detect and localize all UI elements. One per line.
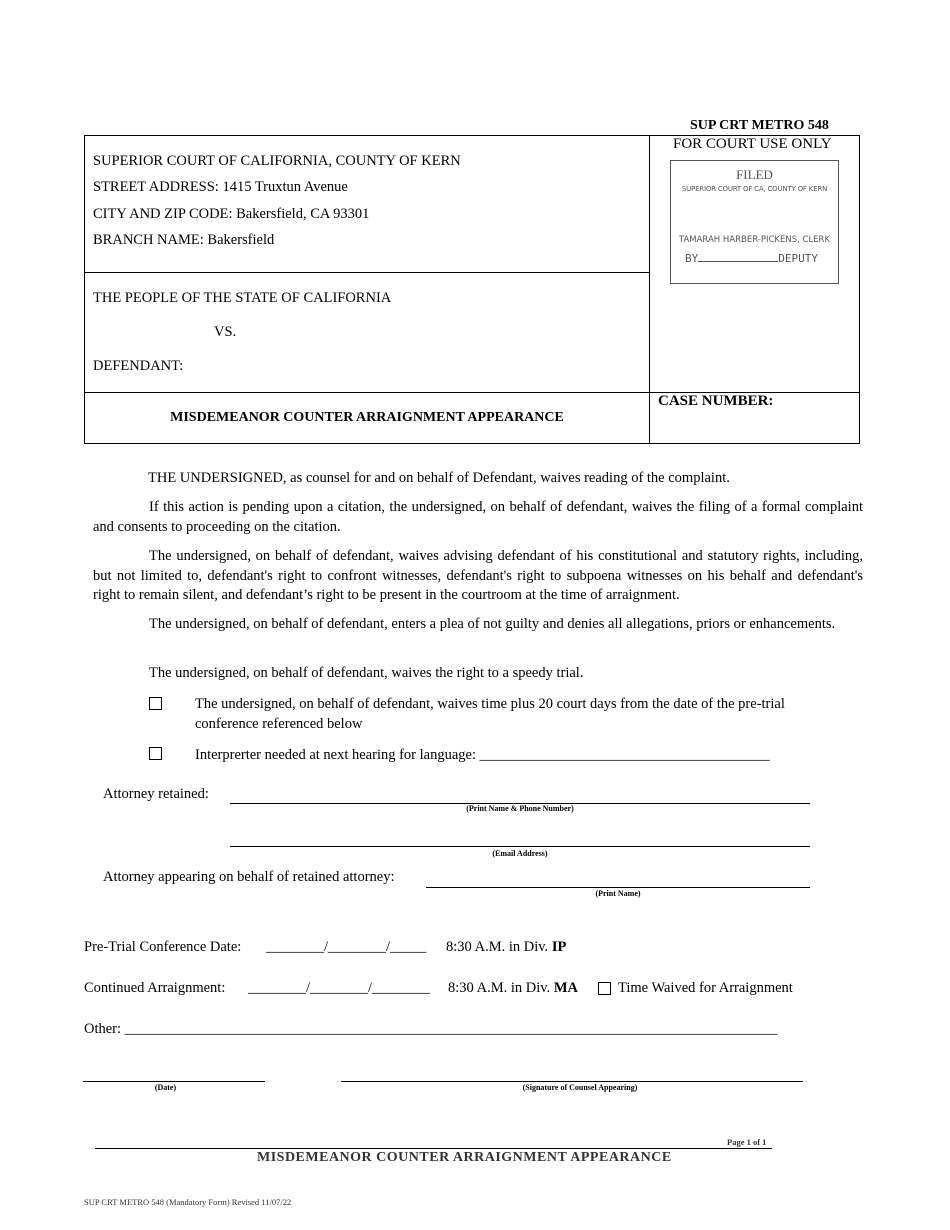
pretrial-date-blank[interactable]: ________/________/_____: [266, 939, 427, 955]
email-line[interactable]: [230, 846, 810, 847]
attorney-appearing-label: Attorney appearing on behalf of retained attorney:: [103, 869, 395, 885]
date-caption: (Date): [154, 1083, 177, 1092]
other-field[interactable]: Other: __________________________________________________________________________________________: [84, 1021, 778, 1037]
vs-label: VS.: [214, 324, 237, 340]
pretrial-label: Pre-Trial Conference Date:: [84, 939, 242, 955]
caption-divider: [649, 135, 650, 444]
waive-time-checkbox[interactable]: [149, 697, 162, 710]
stamp-court: SUPERIOR COURT OF CA, COUNTY OF KERN: [681, 185, 828, 193]
attorney-appearing-line[interactable]: [426, 887, 810, 888]
paragraph-citation-text: If this action is pending upon a citation, the undersigned, on behalf of defendant, waives the filing of a formal complaint and consents to proceeding on the citation.: [93, 499, 863, 535]
print-name-caption: (Print Name): [595, 889, 641, 898]
continued-date-blank[interactable]: ________/________/________: [248, 980, 431, 996]
continued-time-text: 8:30 A.M. in Div.: [448, 980, 551, 996]
court-use-label: FOR COURT USE ONLY: [673, 136, 832, 152]
paragraph-rights: [93, 547, 863, 606]
continued-label: Continued Arraignment:: [84, 980, 226, 996]
case-number-label: CASE NUMBER:: [658, 393, 774, 409]
waive-time-label: The undersigned, on behalf of defendant, waives time plus 20 court days from the date of the pre-trial conference referenced below: [195, 696, 785, 732]
defendant-label: DEFENDANT:: [93, 358, 184, 374]
attorney-retained-label: Attorney retained:: [103, 786, 209, 802]
stamp-by: [685, 252, 818, 265]
time-waived-checkbox[interactable]: [598, 982, 611, 995]
interpreter-checkbox[interactable]: [149, 747, 162, 760]
time-waived-label: Time Waived for Arraignment: [618, 980, 793, 996]
court-branch: BRANCH NAME: Bakersfield: [93, 232, 275, 248]
pretrial-div: IP: [551, 939, 567, 955]
email-caption: (Email Address): [492, 849, 548, 858]
paragraph-rights-text: The undersigned, on behalf of defendant, waives advising defendant of his constitutional and statutory rights, including, but not limited to, defendant's right to confront witnesses, defendant's right to subpoena witnesses on his behalf and defendant's right to remain silent, and defendant’s right to be present in the courtroom at the time of arraignment.: [93, 548, 863, 603]
form-title: MISDEMEANOR COUNTER ARRAIGNMENT APPEARANCE: [170, 410, 564, 425]
court-name: SUPERIOR COURT OF CALIFORNIA, COUNTY OF KERN: [93, 153, 461, 169]
page-number: Page 1 of 1: [727, 1137, 767, 1147]
footer-title: MISDEMEANOR COUNTER ARRAIGNMENT APPEARANCE: [257, 1150, 672, 1165]
court-city: CITY AND ZIP CODE: Bakersfield, CA 93301: [93, 206, 370, 222]
stamp-by-label: BY: [685, 252, 699, 265]
continued-div: MA: [553, 980, 578, 996]
interpreter-label: Interprerter needed at next hearing for language: ________________________________________: [195, 747, 770, 763]
signature-caption: (Signature of Counsel Appearing): [522, 1083, 638, 1092]
court-street: STREET ADDRESS: 1415 Truxtun Avenue: [93, 179, 348, 195]
form-id: SUP CRT METRO 548: [690, 118, 829, 133]
signature-line[interactable]: [341, 1081, 803, 1082]
stamp-filed: FILED: [736, 167, 773, 182]
revision-note: SUP CRT METRO 548 (Mandatory Form) Revised 11/07/22: [84, 1197, 292, 1207]
paragraph-speedy-trial: The undersigned, on behalf of defendant, waives the right to a speedy trial.: [149, 665, 584, 681]
paragraph-plea-text: The undersigned, on behalf of defendant, enters a plea of not guilty and denies all allegations, priors or enhancements.: [149, 616, 836, 632]
caption-divider: [84, 272, 650, 273]
footer-rule: [95, 1148, 772, 1149]
paragraph-plea: [93, 615, 863, 635]
plaintiff: THE PEOPLE OF THE STATE OF CALIFORNIA: [93, 290, 392, 306]
pretrial-time-text: 8:30 A.M. in Div.: [446, 939, 549, 955]
date-line[interactable]: [83, 1081, 265, 1082]
stamp-clerk: TAMARAH HARBER-PICKENS, CLERK: [678, 235, 831, 245]
paragraph-waive-reading: THE UNDERSIGNED, as counsel for and on behalf of Defendant, waives reading of the complaint.: [148, 470, 730, 486]
print-name-phone-caption: (Print Name & Phone Number): [466, 804, 574, 813]
stamp-deputy-label: DEPUTY: [778, 252, 818, 265]
pretrial-time: [446, 939, 566, 956]
paragraph-citation: [93, 498, 863, 537]
continued-time: [448, 980, 578, 997]
filed-stamp: [670, 160, 839, 284]
